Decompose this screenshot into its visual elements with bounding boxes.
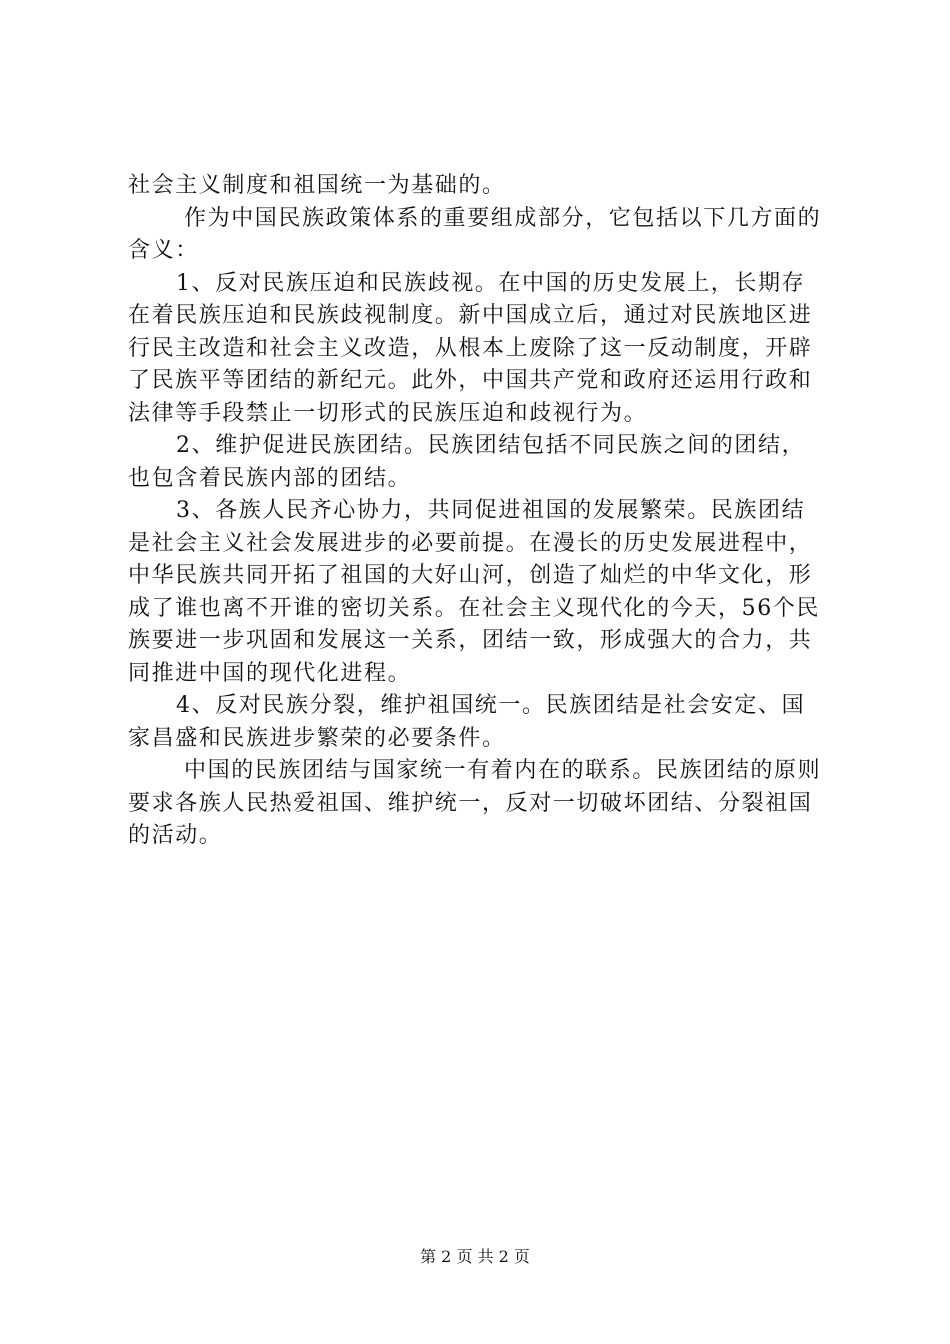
page-number-footer: 第 2 页 共 2 页 [420, 1247, 530, 1266]
document-body [128, 170, 828, 853]
paragraph-point-4: 4、反对民族分裂，维护祖国统一。民族团结是社会安定、国家昌盛和民族进步繁荣的必要条件。 [128, 693, 806, 751]
paragraph-conclusion: 中国的民族团结与国家统一有着内在的联系。民族团结的原则要求各族人民热爱祖国、维护统一，反对一切破坏团结、分裂祖国的活动。 [128, 758, 822, 848]
paragraph-point-3: 3、各族人民齐心协力，共同促进祖国的发展繁荣。民族团结是社会主义社会发展进步的必要前提。在漫长的历史发展进程中，中华民族共同开拓了祖国的大好山河，创造了灿烂的中华文化，形成了谁也离不开谁的密切关系。在社会主义现代化的今天，56个民族要进一步巩固和发展这一关系，团结一致，形成强大的合力，共同推进中国的现代化进程。 [128, 498, 820, 686]
paragraph-point-2: 2、维护促进民族团结。民族团结包括不同民族之间的团结，也包含着民族内部的团结。 [128, 433, 806, 491]
paragraph-continuation: 社会主义制度和祖国统一为基础的。 [128, 173, 506, 198]
paragraph-intro: 作为中国民族政策体系的重要组成部分，它包括以下几方面的含义： [128, 205, 822, 263]
paragraph-point-1: 1、反对民族压迫和民族歧视。在中国的历史发展上，长期存在着民族压迫和民族歧视制度。新中国成立后，通过对民族地区进行民主改造和社会主义改造，从根本上废除了这一反动制度，开辟了民族平等团结的新纪元。此外，中国共产党和政府还运用行政和法律等手段禁止一切形式的民族压迫和歧视行为。 [128, 270, 813, 426]
